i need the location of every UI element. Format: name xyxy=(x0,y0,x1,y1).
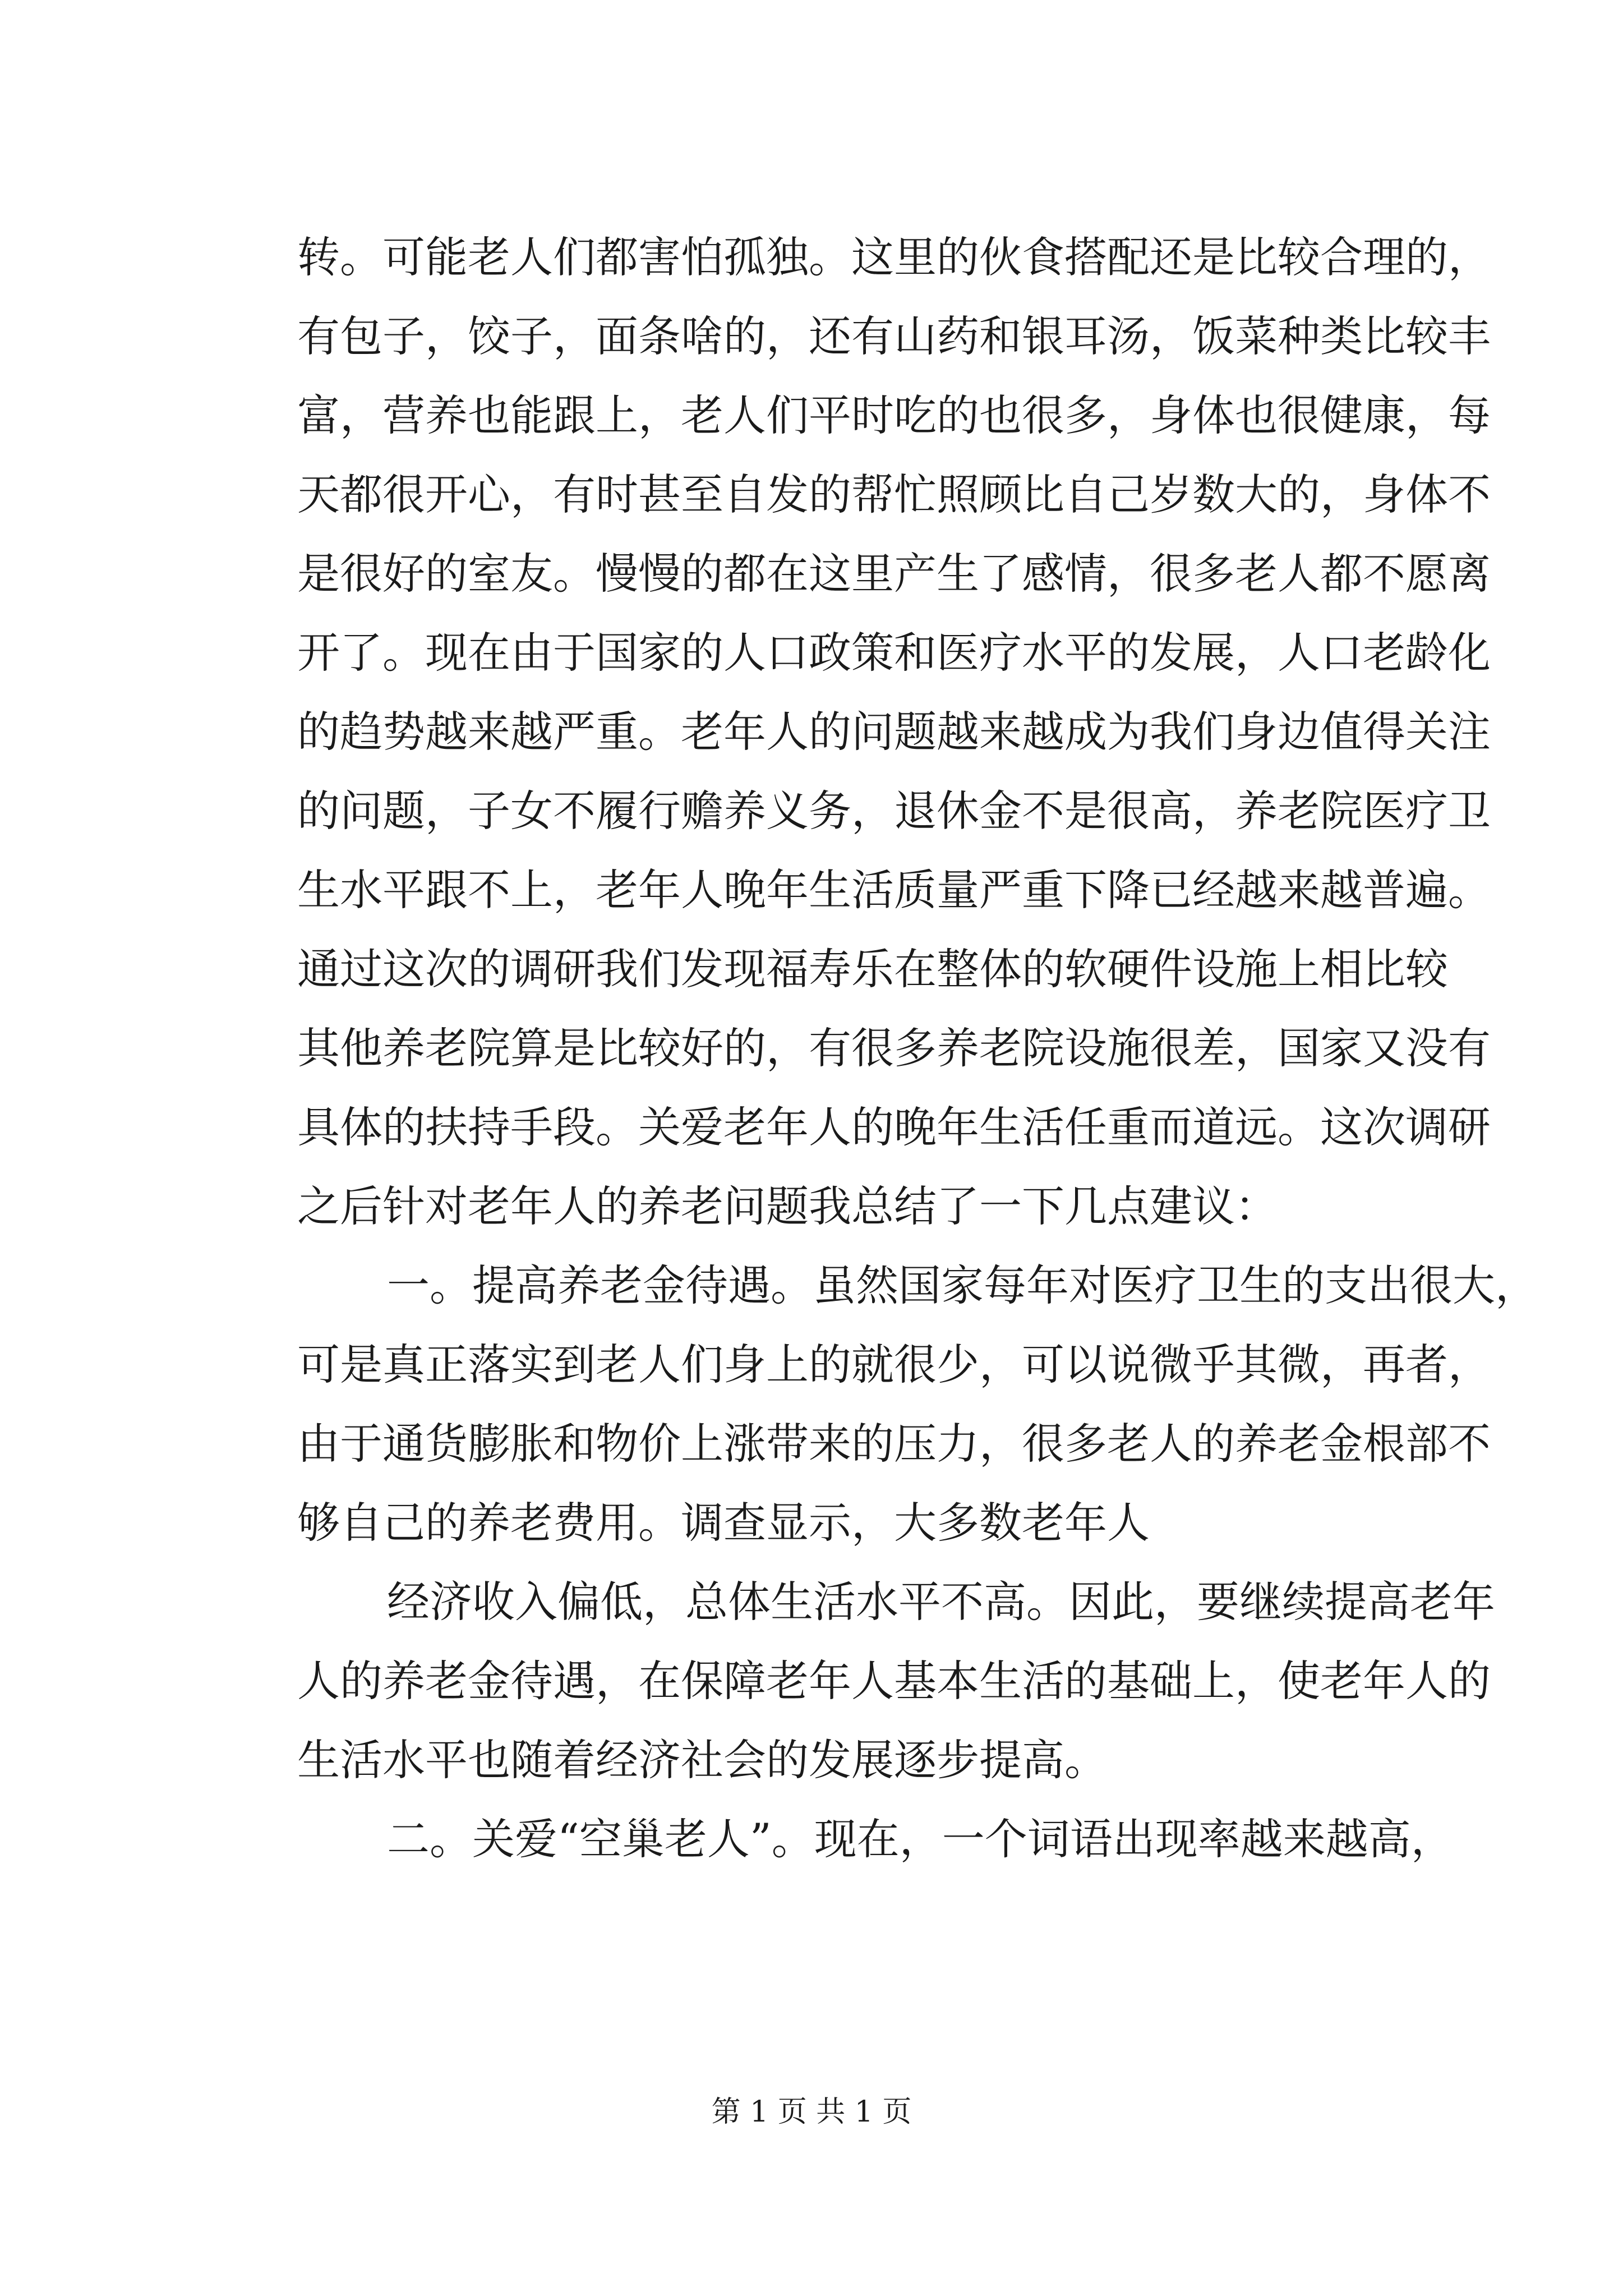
text-line: 经济收入偏低，总体生活水平不高。因此，要继续提高老年 xyxy=(387,1577,1495,1627)
text-line: 可是真正落实到老人们身上的就很少，可以说微乎其微，再者， xyxy=(297,1340,1491,1389)
text-line: 是很好的室友。慢慢的都在这里产生了感情，很多老人都不愿离 xyxy=(297,549,1491,599)
page-footer: 第 1 页 共 1 页 xyxy=(711,2095,912,2129)
text-line: 天都很开心，有时甚至自发的帮忙照顾比自己岁数大的，身体不 xyxy=(297,470,1491,519)
text-line: 二。关爱“空巢老人”。现在，一个词语出现率越来越高， xyxy=(387,1814,1454,1864)
text-line: 够自己的养老费用。调查显示，大多数老年人 xyxy=(297,1498,1150,1548)
text-line: 开了。现在由于国家的人口政策和医疗水平的发展，人口老龄化 xyxy=(297,628,1491,678)
text-line: 的趋势越来越严重。老年人的问题越来越成为我们身边值得关注 xyxy=(297,707,1491,757)
text-line: 具体的扶持手段。关爱老年人的晚年生活任重而道远。这次调研 xyxy=(297,1102,1491,1152)
text-line: 人的养老金待遇，在保障老年人基本生活的基础上，使老年人的 xyxy=(297,1656,1491,1706)
text-line: 通过这次的调研我们发现福寿乐在整体的软硬件设施上相比较 xyxy=(297,944,1448,994)
text-line: 其他养老院算是比较好的，有很多养老院设施很差，国家又没有 xyxy=(297,1023,1491,1073)
text-line: 富，营养也能跟上，老人们平时吃的也很多，身体也很健康，每 xyxy=(297,390,1491,440)
text-line: 生水平跟不上，老年人晚年生活质量严重下降已经越来越普遍。 xyxy=(297,865,1491,915)
text-line: 一。提高养老金待遇。虽然国家每年对医疗卫生的支出很大， xyxy=(387,1260,1538,1310)
text-line: 之后针对老年人的养老问题我总结了一下几点建议： xyxy=(297,1181,1278,1231)
text-line: 有包子，饺子，面条啥的，还有山药和银耳汤，饭菜种类比较丰 xyxy=(297,311,1491,361)
document-body xyxy=(297,218,1538,1879)
text-line: 生活水平也随着经济社会的发展逐步提高。 xyxy=(297,1735,1107,1785)
text-line: 转。可能老人们都害怕孤独。这里的伙食搭配还是比较合理的， xyxy=(297,232,1491,282)
text-line: 的问题，子女不履行赡养义务，退休金不是很高，养老院医疗卫 xyxy=(297,786,1491,836)
text-line: 由于通货膨胀和物价上涨带来的压力，很多老人的养老金根部不 xyxy=(297,1419,1491,1469)
